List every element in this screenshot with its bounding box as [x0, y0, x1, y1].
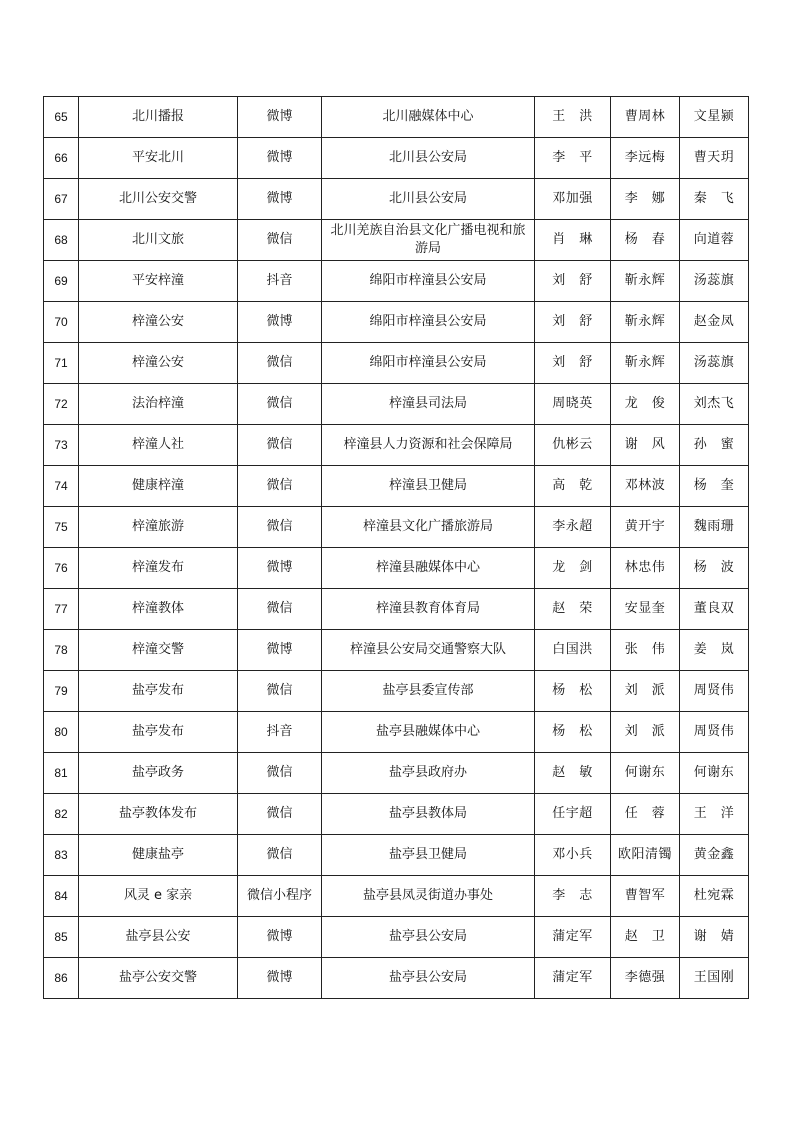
table-row: [44, 548, 749, 589]
row-number-cell: 84: [44, 876, 79, 917]
row-number-cell: 74: [44, 466, 79, 507]
row-number-cell: 83: [44, 835, 79, 876]
person-1-cell: 刘 舒: [535, 343, 611, 384]
row-number-cell: 78: [44, 630, 79, 671]
table-row: [44, 794, 749, 835]
person-3-cell: 曹天玥: [680, 138, 749, 179]
platform-cell: 抖音: [238, 712, 322, 753]
person-2-cell: 任 蓉: [611, 794, 680, 835]
person-2-cell: 李 娜: [611, 179, 680, 220]
responsible-unit-cell: 北川县公安局: [322, 138, 535, 179]
platform-cell: 微信: [238, 466, 322, 507]
person-3-cell: 何谢东: [680, 753, 749, 794]
person-1-cell: 龙 剑: [535, 548, 611, 589]
platform-cell: 微博: [238, 630, 322, 671]
account-name-cell: 平安北川: [79, 138, 238, 179]
row-number-cell: 73: [44, 425, 79, 466]
table-row: [44, 466, 749, 507]
account-name-cell: 梓潼公安: [79, 343, 238, 384]
row-number-cell: 82: [44, 794, 79, 835]
person-1-cell: 仇彬云: [535, 425, 611, 466]
row-number-cell: 80: [44, 712, 79, 753]
person-3-cell: 姜 岚: [680, 630, 749, 671]
person-1-cell: 杨 松: [535, 712, 611, 753]
row-number-cell: 79: [44, 671, 79, 712]
person-2-cell: 曹智军: [611, 876, 680, 917]
person-2-cell: 欧阳清镯: [611, 835, 680, 876]
person-3-cell: 王 洋: [680, 794, 749, 835]
person-1-cell: 赵 敏: [535, 753, 611, 794]
person-2-cell: 刘 派: [611, 712, 680, 753]
person-2-cell: 黄开宇: [611, 507, 680, 548]
row-number-cell: 72: [44, 384, 79, 425]
table-row: [44, 302, 749, 343]
person-3-cell: 文星颍: [680, 97, 749, 138]
platform-cell: 微博: [238, 97, 322, 138]
person-2-cell: 邓林波: [611, 466, 680, 507]
person-3-cell: 杨 波: [680, 548, 749, 589]
account-name-cell: 北川文旅: [79, 220, 238, 261]
account-name-cell: 梓潼公安: [79, 302, 238, 343]
account-name-cell: 盐亭县公安: [79, 917, 238, 958]
responsible-unit-cell: 绵阳市梓潼县公安局: [322, 343, 535, 384]
person-2-cell: 龙 俊: [611, 384, 680, 425]
person-1-cell: 白国洪: [535, 630, 611, 671]
person-2-cell: 赵 卫: [611, 917, 680, 958]
platform-cell: 微博: [238, 917, 322, 958]
responsible-unit-cell: 盐亭县公安局: [322, 958, 535, 999]
responsible-unit-cell: 梓潼县融媒体中心: [322, 548, 535, 589]
table-row: [44, 712, 749, 753]
person-1-cell: 周晓英: [535, 384, 611, 425]
responsible-unit-cell: 盐亭县政府办: [322, 753, 535, 794]
row-number-cell: 86: [44, 958, 79, 999]
person-1-cell: 蒲定军: [535, 958, 611, 999]
platform-cell: 微信: [238, 753, 322, 794]
platform-cell: 微博: [238, 138, 322, 179]
person-2-cell: 李德强: [611, 958, 680, 999]
responsible-unit-cell: 盐亭县融媒体中心: [322, 712, 535, 753]
table-row: [44, 179, 749, 220]
table-row: [44, 589, 749, 630]
table-row: [44, 876, 749, 917]
responsible-unit-cell: 梓潼县教育体育局: [322, 589, 535, 630]
person-1-cell: 邓小兵: [535, 835, 611, 876]
person-3-cell: 魏雨珊: [680, 507, 749, 548]
person-3-cell: 王国刚: [680, 958, 749, 999]
person-3-cell: 黄金鑫: [680, 835, 749, 876]
table-row: [44, 384, 749, 425]
row-number-cell: 70: [44, 302, 79, 343]
responsible-unit-cell: 绵阳市梓潼县公安局: [322, 261, 535, 302]
person-1-cell: 邓加强: [535, 179, 611, 220]
account-name-cell: 健康梓潼: [79, 466, 238, 507]
person-3-cell: 杜宛霖: [680, 876, 749, 917]
platform-cell: 微信: [238, 794, 322, 835]
platform-cell: 微博: [238, 958, 322, 999]
person-2-cell: 靳永辉: [611, 343, 680, 384]
person-3-cell: 向道蓉: [680, 220, 749, 261]
account-name-cell: 盐亭发布: [79, 712, 238, 753]
responsible-unit-cell: 北川县公安局: [322, 179, 535, 220]
responsible-unit-cell: 梓潼县公安局交通警察大队: [322, 630, 535, 671]
row-number-cell: 76: [44, 548, 79, 589]
person-3-cell: 董良双: [680, 589, 749, 630]
row-number-cell: 67: [44, 179, 79, 220]
person-2-cell: 何谢东: [611, 753, 680, 794]
account-name-cell: 梓潼旅游: [79, 507, 238, 548]
person-1-cell: 蒲定军: [535, 917, 611, 958]
table-row: [44, 671, 749, 712]
platform-cell: 微信: [238, 507, 322, 548]
responsible-unit-cell: 北川融媒体中心: [322, 97, 535, 138]
responsible-unit-cell: 梓潼县卫健局: [322, 466, 535, 507]
platform-cell: 微信: [238, 835, 322, 876]
row-number-cell: 75: [44, 507, 79, 548]
platform-cell: 微信: [238, 384, 322, 425]
platform-cell: 微信: [238, 589, 322, 630]
platform-cell: 微博: [238, 179, 322, 220]
person-2-cell: 谢 风: [611, 425, 680, 466]
person-2-cell: 杨 春: [611, 220, 680, 261]
person-1-cell: 任宇超: [535, 794, 611, 835]
person-3-cell: 孙 蜜: [680, 425, 749, 466]
table-row: [44, 958, 749, 999]
row-number-cell: 65: [44, 97, 79, 138]
person-2-cell: 安显奎: [611, 589, 680, 630]
row-number-cell: 85: [44, 917, 79, 958]
person-1-cell: 王 洪: [535, 97, 611, 138]
person-3-cell: 赵金凤: [680, 302, 749, 343]
table-row: [44, 220, 749, 261]
person-2-cell: 靳永辉: [611, 261, 680, 302]
person-1-cell: 赵 荣: [535, 589, 611, 630]
table-row: [44, 507, 749, 548]
person-1-cell: 肖 琳: [535, 220, 611, 261]
person-3-cell: 汤蕊旗: [680, 343, 749, 384]
platform-cell: 微博: [238, 548, 322, 589]
account-name-cell: 法治梓潼: [79, 384, 238, 425]
responsible-unit-cell: 绵阳市梓潼县公安局: [322, 302, 535, 343]
account-name-cell: 风灵 e 家亲: [79, 876, 238, 917]
platform-cell: 微信: [238, 343, 322, 384]
table-row: [44, 138, 749, 179]
table-row: [44, 753, 749, 794]
person-3-cell: 秦 飞: [680, 179, 749, 220]
platform-cell: 微信: [238, 220, 322, 261]
table-row: [44, 261, 749, 302]
account-table: [43, 96, 749, 999]
account-name-cell: 盐亭发布: [79, 671, 238, 712]
account-name-cell: 盐亭政务: [79, 753, 238, 794]
platform-cell: 抖音: [238, 261, 322, 302]
account-table-body: [44, 97, 749, 999]
person-3-cell: 谢 婧: [680, 917, 749, 958]
account-name-cell: 盐亭公安交警: [79, 958, 238, 999]
row-number-cell: 69: [44, 261, 79, 302]
person-2-cell: 曹周林: [611, 97, 680, 138]
person-1-cell: 李 平: [535, 138, 611, 179]
account-name-cell: 梓潼交警: [79, 630, 238, 671]
responsible-unit-cell: 梓潼县司法局: [322, 384, 535, 425]
responsible-unit-cell: 盐亭县公安局: [322, 917, 535, 958]
row-number-cell: 81: [44, 753, 79, 794]
person-2-cell: 李远梅: [611, 138, 680, 179]
platform-cell: 微信: [238, 425, 322, 466]
account-name-cell: 北川播报: [79, 97, 238, 138]
account-name-cell: 梓潼人社: [79, 425, 238, 466]
platform-cell: 微信小程序: [238, 876, 322, 917]
person-1-cell: 李永超: [535, 507, 611, 548]
table-row: [44, 630, 749, 671]
responsible-unit-cell: 北川羌族自治县文化广播电视和旅游局: [322, 220, 535, 261]
responsible-unit-cell: 盐亭县委宣传部: [322, 671, 535, 712]
row-number-cell: 71: [44, 343, 79, 384]
account-name-cell: 盐亭教体发布: [79, 794, 238, 835]
person-1-cell: 刘 舒: [535, 261, 611, 302]
row-number-cell: 77: [44, 589, 79, 630]
responsible-unit-cell: 梓潼县人力资源和社会保障局: [322, 425, 535, 466]
table-row: [44, 425, 749, 466]
responsible-unit-cell: 盐亭县凤灵街道办事处: [322, 876, 535, 917]
person-3-cell: 刘杰飞: [680, 384, 749, 425]
person-1-cell: 刘 舒: [535, 302, 611, 343]
person-2-cell: 刘 派: [611, 671, 680, 712]
account-name-cell: 北川公安交警: [79, 179, 238, 220]
person-3-cell: 汤蕊旗: [680, 261, 749, 302]
responsible-unit-cell: 盐亭县教体局: [322, 794, 535, 835]
account-name-cell: 梓潼教体: [79, 589, 238, 630]
responsible-unit-cell: 梓潼县文化广播旅游局: [322, 507, 535, 548]
person-3-cell: 周贤伟: [680, 712, 749, 753]
person-2-cell: 张 伟: [611, 630, 680, 671]
person-1-cell: 李 志: [535, 876, 611, 917]
responsible-unit-cell: 盐亭县卫健局: [322, 835, 535, 876]
account-name-cell: 健康盐亭: [79, 835, 238, 876]
account-name-cell: 平安梓潼: [79, 261, 238, 302]
table-row: [44, 835, 749, 876]
account-name-cell: 梓潼发布: [79, 548, 238, 589]
person-2-cell: 林忠伟: [611, 548, 680, 589]
row-number-cell: 68: [44, 220, 79, 261]
row-number-cell: 66: [44, 138, 79, 179]
table-row: [44, 97, 749, 138]
platform-cell: 微博: [238, 302, 322, 343]
person-2-cell: 靳永辉: [611, 302, 680, 343]
person-1-cell: 杨 松: [535, 671, 611, 712]
person-3-cell: 杨 奎: [680, 466, 749, 507]
table-row: [44, 343, 749, 384]
table-row: [44, 917, 749, 958]
person-1-cell: 高 乾: [535, 466, 611, 507]
platform-cell: 微信: [238, 671, 322, 712]
person-3-cell: 周贤伟: [680, 671, 749, 712]
